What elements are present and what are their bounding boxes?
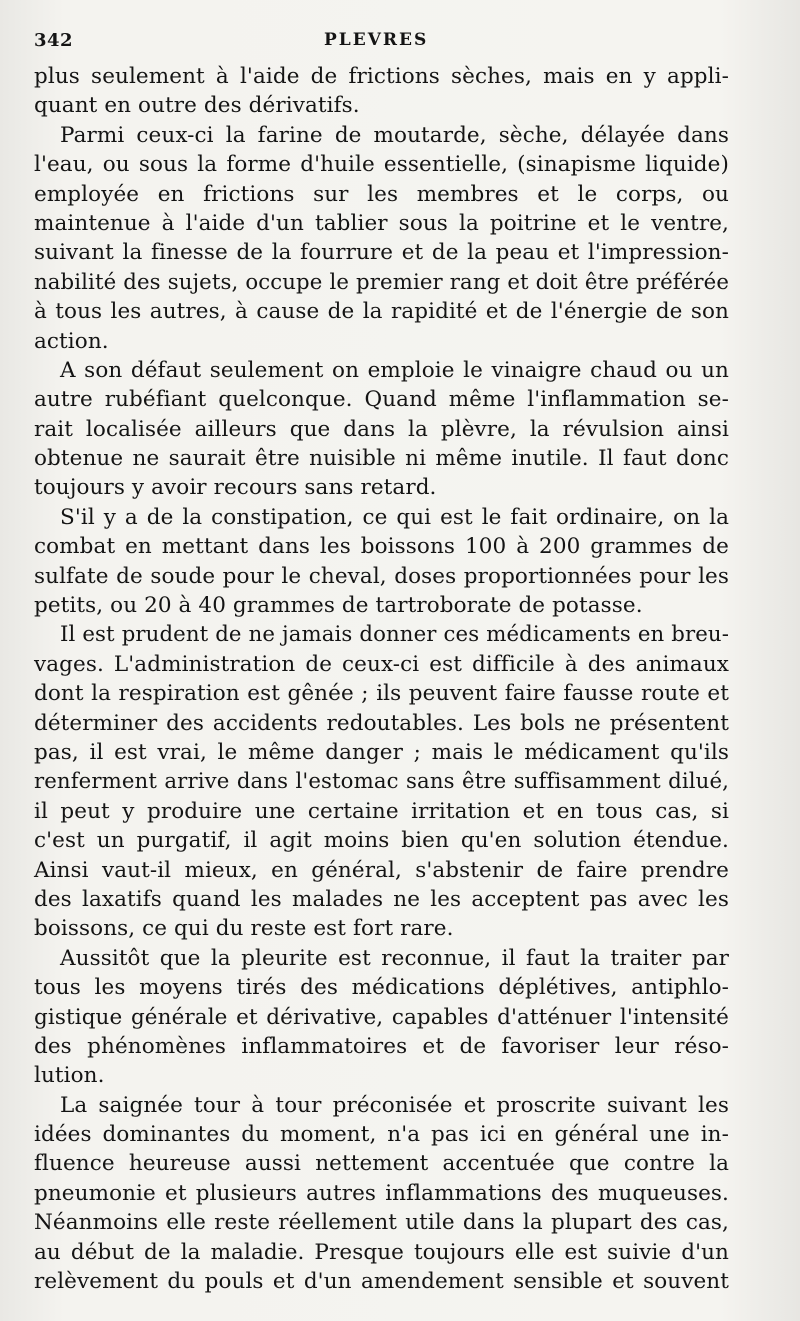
text-line: des laxatifs quand les malades ne les acceptent pas avec les	[34, 886, 729, 912]
text-line: à tous les autres, à cause de la rapidité et de l'énergie de son	[34, 299, 729, 325]
text-line: il peut y produire une certaine irritation et en tous cas, si	[34, 798, 729, 824]
text-line: obtenue ne saurait être nuisible ni même inutile. Il faut donc	[34, 446, 729, 472]
text-line: toujours y avoir recours sans retard.	[34, 475, 437, 501]
text-line: maintenue à l'aide d'un tablier sous la poitrine et le ventre,	[34, 210, 729, 236]
text-line: Néanmoins elle reste réellement utile dans la plupart des cas,	[34, 1210, 729, 1236]
text-line: des phénomènes inflammatoires et de favoriser leur réso-	[34, 1033, 729, 1059]
text-line: déterminer des accidents redoutables. Les bols ne présentent	[34, 710, 729, 736]
text-line: A son défaut seulement on emploie le vinaigre chaud ou un	[60, 357, 729, 383]
page-number: 342	[34, 30, 74, 51]
text-line: combat en mettant dans les boissons 100 à 200 grammes de	[34, 534, 729, 560]
text-line: suivant la finesse de la fourrure et de la peau et l'impression-	[34, 240, 729, 266]
text-line: l'eau, ou sous la forme d'huile essentielle, (sinapisme liquide)	[34, 152, 729, 178]
text-line: c'est un purgatif, il agit moins bien qu'en solution étendue.	[34, 828, 729, 854]
text-line: sulfate de soude pour le cheval, doses proportionnées pour les	[34, 563, 729, 589]
text-line: plus seulement à l'aide de frictions sèches, mais en y appli-	[34, 64, 729, 89]
text-line: action.	[34, 328, 109, 354]
text-line: vages. L'administration de ceux-ci est difficile à des animaux	[34, 651, 729, 677]
text-line: lution.	[34, 1063, 105, 1089]
text-line: Aussitôt que la pleurite est reconnue, il faut la traiter par	[60, 945, 729, 971]
text-line: rait localisée ailleurs que dans la plèvre, la révulsion ainsi	[34, 416, 729, 442]
text-line: relèvement du pouls et d'un amendement sensible et souvent	[34, 1269, 729, 1295]
text-line: nabilité des sujets, occupe le premier rang et doit être préférée	[34, 269, 729, 295]
text-line: pneumonie et plusieurs autres inflammations des muqueuses.	[34, 1180, 729, 1206]
text-line: Il est prudent de ne jamais donner ces médicaments en breu-	[60, 622, 729, 648]
page-header	[34, 30, 740, 56]
text-line: Parmi ceux-ci la farine de moutarde, sèche, délayée dans	[60, 122, 729, 148]
text-line: petits, ou 20 à 40 grammes de tartroborate de potasse.	[34, 593, 643, 619]
text-line: boissons, ce qui du reste est fort rare.	[34, 916, 454, 942]
text-line: idées dominantes du moment, n'a pas ici en général une in-	[34, 1122, 729, 1148]
text-line: fluence heureuse aussi nettement accentuée que contre la	[34, 1151, 729, 1177]
body-text	[34, 62, 729, 1296]
running-title: PLEVRES	[324, 30, 429, 50]
text-line: S'il y a de la constipation, ce qui est le fait ordinaire, on la	[60, 504, 729, 530]
text-line: pas, il est vrai, le même danger ; mais le médicament qu'ils	[34, 739, 729, 765]
text-line: renferment arrive dans l'estomac sans être suffisamment dilué,	[34, 769, 729, 795]
text-line: gistique générale et dérivative, capables d'atténuer l'intensité	[34, 1004, 729, 1030]
text-line: Ainsi vaut-il mieux, en général, s'abstenir de faire prendre	[34, 857, 729, 883]
text-line: autre rubéfiant quelconque. Quand même l'inflammation se-	[34, 387, 729, 413]
text-line: au début de la maladie. Presque toujours elle est suivie d'un	[34, 1239, 729, 1265]
text-line: La saignée tour à tour préconisée et proscrite suivant les	[60, 1092, 729, 1118]
text-line: tous les moyens tirés des médications déplétives, antiphlo-	[34, 975, 729, 1001]
text-line: quant en outre des dérivatifs.	[34, 93, 360, 119]
text-line: dont la respiration est gênée ; ils peuvent faire fausse route et	[34, 681, 729, 707]
text-line: employée en frictions sur les membres et le corps, ou	[34, 181, 729, 207]
